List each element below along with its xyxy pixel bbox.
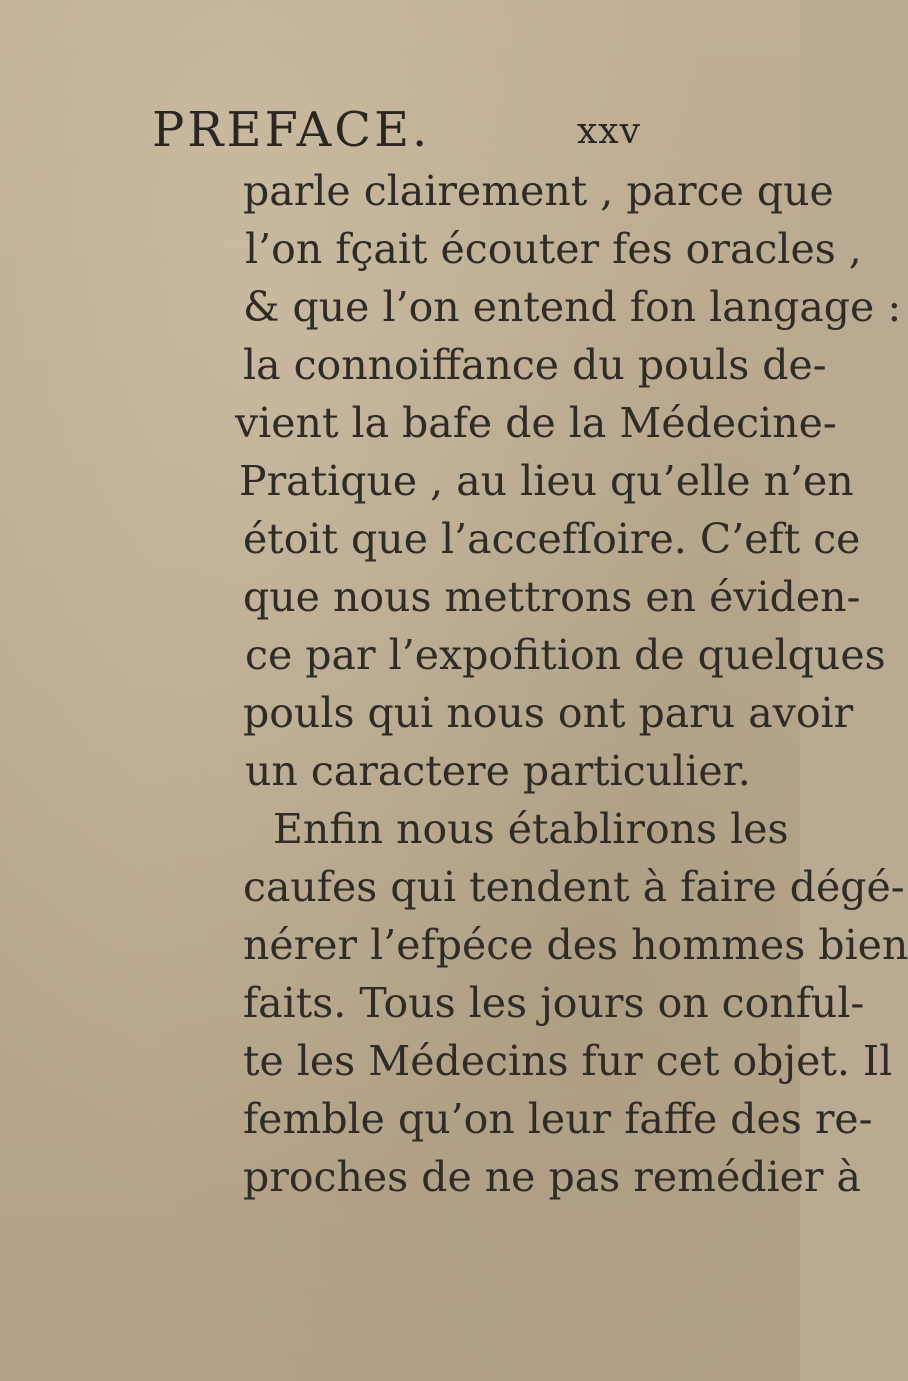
text-line-2: l’on fçait écouter fes oracles , — [245, 225, 862, 273]
text-line-5: vient la bafe de la Médecine- — [235, 399, 837, 447]
text-line-9: ce par l’expofition de quelques — [245, 631, 886, 679]
text-line-14: nérer l’efpéce des hommes bien — [243, 921, 908, 969]
text-line-7: étoit que l’accefſoire. C’eft ce — [243, 515, 861, 563]
text-line-13: caufes qui tendent à faire dégé- — [243, 863, 905, 911]
text-line-8: que nous mettrons en éviden- — [243, 573, 861, 621]
text-line-4: la connoiffance du pouls de- — [243, 341, 827, 389]
text-line-18: proches de ne pas remédier à — [243, 1153, 861, 1201]
page-header — [152, 100, 692, 160]
text-line-1: parle clairement , parce que — [243, 167, 834, 215]
text-line-6: Pratique , au lieu qu’elle n’en — [239, 457, 854, 505]
text-line-16: te les Médecins fur cet objet. Il — [243, 1037, 893, 1085]
text-line-10: pouls qui nous ont paru avoir — [243, 689, 854, 737]
text-line-17: femble qu’on leur faffe des re- — [243, 1095, 873, 1143]
body-text — [235, 162, 908, 1206]
text-line-15: faits. Tous les jours on conful- — [243, 979, 865, 1027]
running-title: PREFACE. — [152, 102, 431, 158]
text-line-3: & que l’on entend fon langage : — [243, 283, 902, 331]
text-line-12-paragraph-start: Enfin nous établirons les — [273, 805, 789, 853]
page-number: xxv — [577, 111, 641, 152]
text-line-11: un caractere particulier. — [245, 747, 751, 795]
